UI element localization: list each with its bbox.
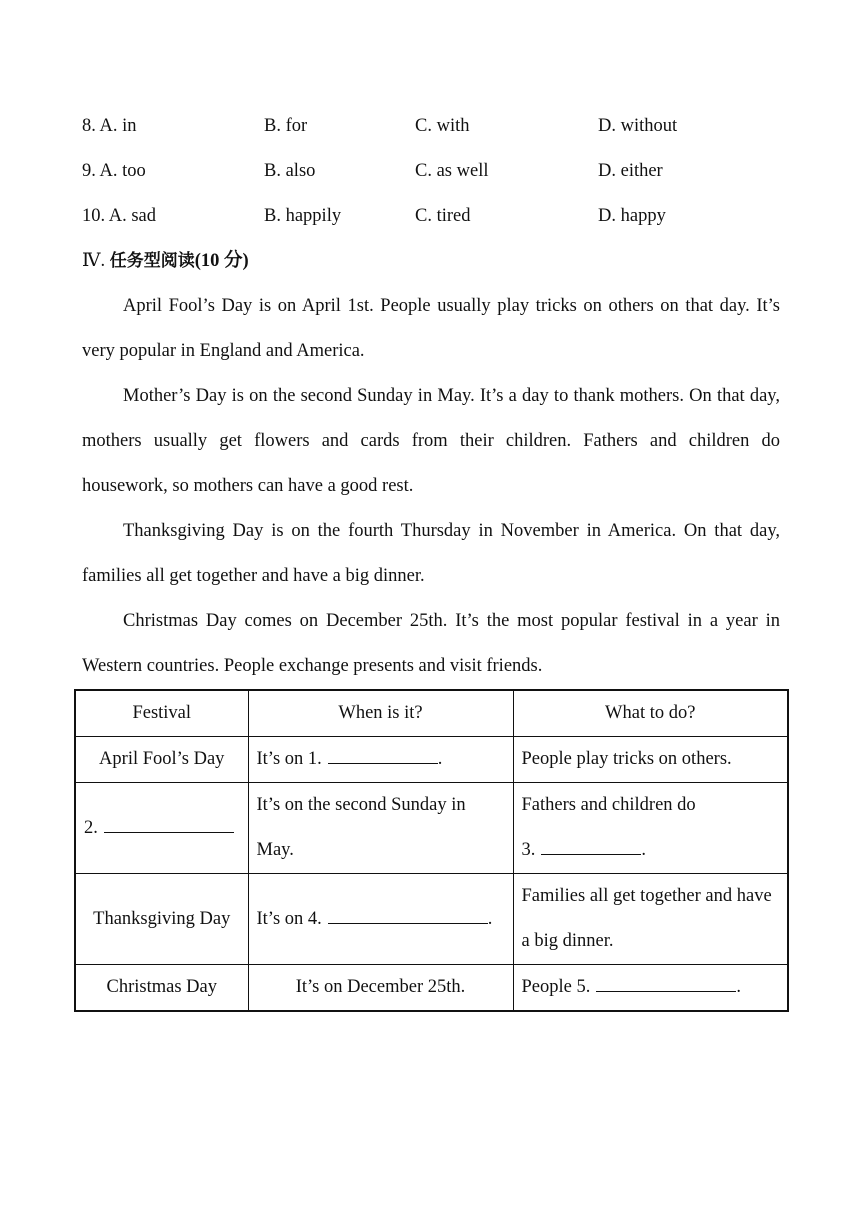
table-row [75, 965, 788, 1012]
paragraph-mothers-day: Mother’s Day is on the second Sunday in May. It’s a day to thank mothers. On that day, mothers usually get flowers and cards from their children. Fathers and children do housework, so mothers can have a good rest. [82, 386, 780, 496]
table-header-row [75, 690, 788, 737]
cell-text: People 5. [521, 977, 591, 997]
cell-what: People play tricks on others. [513, 737, 788, 783]
answer-blank-5[interactable] [596, 971, 736, 992]
answer-blank-4[interactable] [328, 903, 488, 924]
option-a: 10. A. sad [82, 206, 156, 226]
option-b: B. also [264, 161, 316, 181]
table-row [75, 874, 788, 965]
answer-blank-1[interactable] [328, 743, 438, 764]
answer-blank-3[interactable] [541, 834, 641, 855]
cell-text: 3. [521, 840, 536, 860]
cell-text: . [641, 840, 646, 860]
cell-text: . [437, 749, 443, 769]
cell-text: . [487, 908, 493, 929]
answer-blank-2[interactable] [104, 812, 234, 833]
section-score: (10 分) [194, 251, 249, 271]
cell-when [248, 874, 513, 965]
table-row [75, 737, 788, 783]
option-row-9 [82, 158, 782, 184]
option-a: 9. A. too [82, 161, 146, 181]
cell-when: It’s on December 25th. [248, 965, 513, 1012]
section-heading [82, 248, 249, 274]
option-c: C. tired [415, 206, 471, 226]
cell-what: Families all get together and have a big dinner. [513, 874, 788, 965]
festival-table [74, 689, 789, 1012]
option-d: D. either [598, 161, 663, 181]
option-d: D. happy [598, 206, 666, 226]
table-row [75, 783, 788, 874]
paragraph-april-fools: April Fool’s Day is on April 1st. People usually play tricks on others on that day. It’s very popular in England and America. [82, 296, 780, 361]
reading-passage [82, 284, 780, 689]
header-what: What to do? [513, 690, 788, 737]
cell-text: It’s on 4. [256, 908, 322, 929]
cell-what [513, 965, 788, 1012]
option-b: B. for [264, 116, 308, 136]
paragraph-christmas: Christmas Day comes on December 25th. It’s the most popular festival in a year in Western countries. People exchange presents and visit friends. [82, 611, 780, 676]
option-c: C. with [415, 116, 470, 136]
header-festival: Festival [75, 690, 248, 737]
option-a: 8. A. in [82, 116, 137, 136]
cell-text: It’s on 1. [256, 749, 322, 769]
cell-festival: April Fool’s Day [75, 737, 248, 783]
cell-when: It’s on the second Sunday in May. [248, 783, 513, 874]
cell-when [248, 737, 513, 783]
option-d: D. without [598, 116, 678, 136]
header-when: When is it? [248, 690, 513, 737]
cell-text: 2. [84, 817, 98, 838]
cell-text: Fathers and children do [521, 795, 696, 815]
option-row-10 [82, 203, 782, 229]
option-c: C. as well [415, 161, 489, 181]
option-b: B. happily [264, 206, 342, 226]
cell-festival: Christmas Day [75, 965, 248, 1012]
paragraph-thanksgiving: Thanksgiving Day is on the fourth Thursday in November in America. On that day, families all get together and have a big dinner. [82, 521, 780, 586]
section-number: Ⅳ. [82, 251, 106, 271]
cell-festival [75, 783, 248, 874]
cell-text: . [736, 977, 741, 997]
cell-festival: Thanksgiving Day [75, 874, 248, 965]
cell-what [513, 783, 788, 874]
option-row-8 [82, 113, 782, 139]
section-title: 任务型阅读 [109, 251, 195, 271]
